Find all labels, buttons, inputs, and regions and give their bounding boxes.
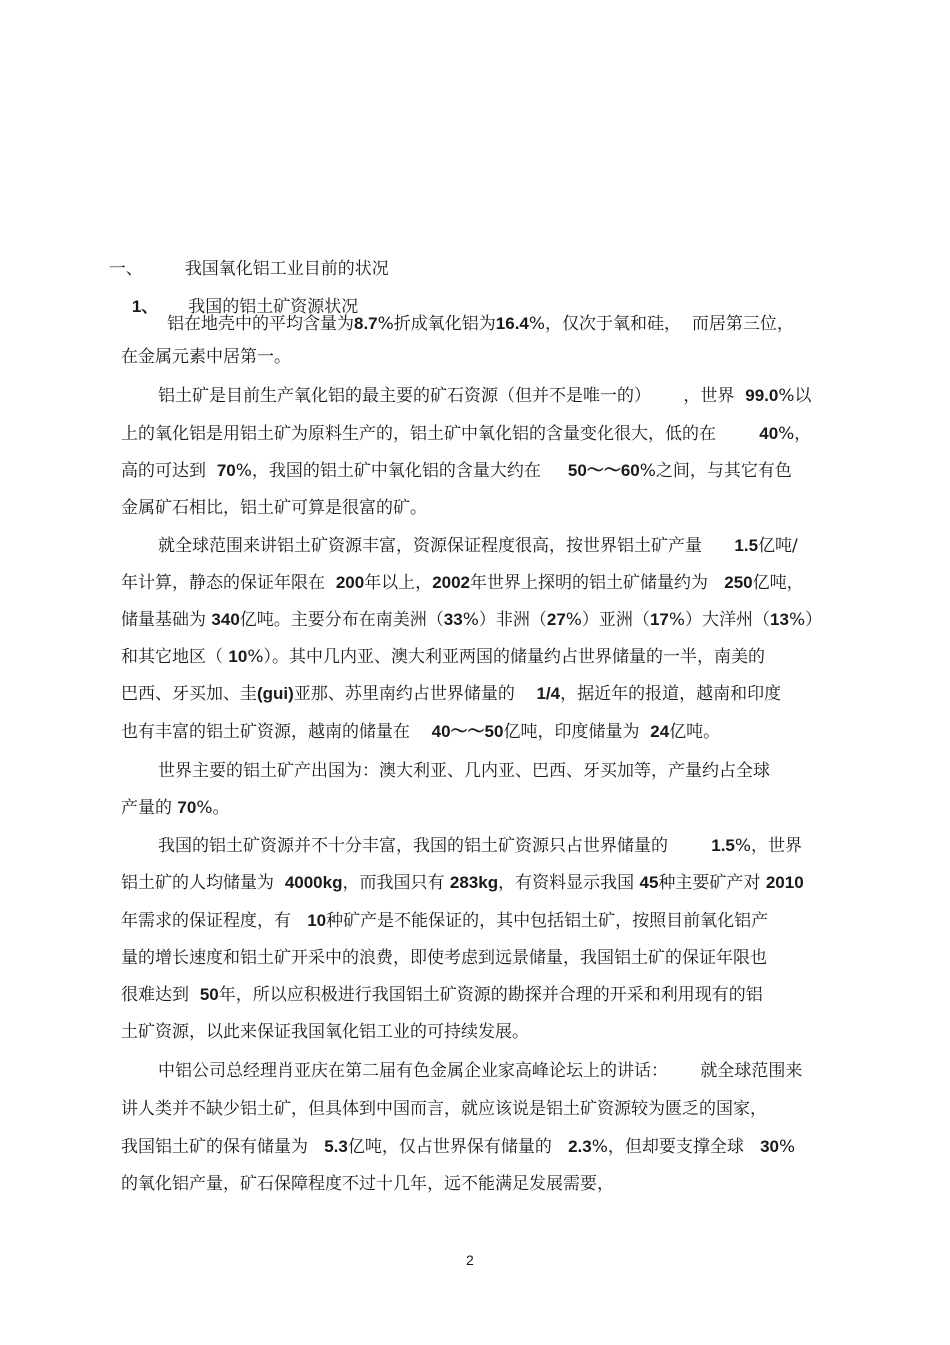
text-line	[121, 1136, 795, 1158]
number-text: 1.5	[711, 836, 735, 855]
number-text: 5.3	[324, 1137, 348, 1156]
page-number: 2	[466, 1252, 474, 1268]
number-text: 70	[177, 798, 197, 817]
text-line	[121, 460, 792, 482]
body-text: %，世界	[734, 836, 803, 856]
body-text: %	[779, 1137, 796, 1157]
body-text: 亿吨，仅占世界保有储量的	[347, 1137, 569, 1157]
body-text: %）大洋州（	[668, 610, 771, 630]
number-text: 24	[650, 722, 670, 741]
body-text: 产量的	[121, 798, 178, 818]
text-line	[121, 646, 765, 668]
body-text: 在金属元素中居第一。	[121, 347, 291, 367]
text-line	[158, 760, 770, 782]
number-text: 1/4	[536, 684, 561, 703]
text-line	[158, 835, 802, 857]
body-text: %，	[778, 424, 812, 444]
number-text: 27	[546, 610, 566, 629]
text-line	[158, 1060, 802, 1082]
body-text: 铝土矿是目前生产氧化铝的最主要的矿石资源（但并不是唯一的） ，世界	[158, 386, 746, 406]
body-text: 也有丰富的铝土矿资源，越南的储量在	[121, 722, 432, 742]
body-text: %）	[788, 610, 823, 630]
body-text: 年需求的保证程度，有	[121, 911, 308, 931]
number-text: 283kg	[449, 873, 499, 892]
body-text: %，但却要支撑全球	[591, 1137, 761, 1157]
body-text: %，仅次于氧和硅， 而居第三位，	[528, 314, 794, 334]
body-text: ，而我国只有	[342, 873, 450, 893]
number-text: 50～～60	[567, 461, 640, 480]
text-line	[121, 683, 781, 705]
number-text: 4000kg	[284, 873, 343, 892]
text-line	[158, 535, 798, 557]
text-line	[121, 1021, 529, 1043]
body-text: 种主要矿产对	[658, 873, 766, 893]
body-text: 土矿资源，以此来保证我国氧化铝工业的可持续发展。	[121, 1022, 529, 1042]
text-line	[121, 721, 720, 743]
number-text: 10	[307, 911, 327, 930]
heading-2	[121, 274, 358, 318]
body-text: 高的可达到	[121, 461, 217, 481]
number-text: (gui)	[257, 684, 294, 703]
text-line	[121, 984, 763, 1006]
body-text: 讲人类并不缺少铝土矿，但具体到中国而言，就应该说是铝土矿资源较为匮乏的国家，	[121, 1099, 767, 1119]
body-text: 年，所以应积极进行我国铝土矿资源的勘探并合理的开采和利用现有的铝	[218, 985, 763, 1005]
number-text: 40～～50	[431, 722, 504, 741]
number-text: 10	[228, 647, 248, 666]
body-text: %折成氧化铝为	[377, 314, 496, 334]
number-text: 340	[211, 610, 240, 629]
body-text: 我国的铝土矿资源并不十分丰富，我国的铝土矿资源只占世界储量的	[158, 836, 712, 856]
text-line	[121, 797, 229, 819]
body-text: 年计算，静态的保证年限在	[121, 573, 336, 593]
body-text: %）亚洲（	[565, 610, 650, 630]
text-line	[121, 346, 291, 368]
body-text: 和其它地区（	[121, 647, 229, 667]
text-line	[121, 497, 427, 519]
body-text: 亚那、苏里南约占世界储量的	[293, 684, 537, 704]
body-text: 种矿产是不能保证的，其中包括铝土矿，按照目前氧化铝产	[326, 911, 769, 931]
text-line	[167, 313, 794, 335]
number-text: 17	[649, 610, 669, 629]
body-text: 储量基础为	[121, 610, 212, 630]
number-text: 33	[443, 610, 463, 629]
number-text: 45	[639, 873, 659, 892]
heading-1-marker: 一、	[108, 259, 143, 279]
body-text: 世界主要的铝土矿产出国为：澳大利亚、几内亚、巴西、牙买加等，产量约占全球	[158, 761, 770, 781]
body-text: 亿吨，印度储量为	[503, 722, 651, 742]
body-text: 就全球范围来讲铝土矿资源丰富，资源保证程度很高，按世界铝土矿产量	[158, 536, 735, 556]
number-text: 40	[759, 424, 779, 443]
body-text: 亿吨，	[752, 573, 804, 593]
text-line	[121, 423, 811, 445]
body-text: 铝土矿的人均储量为	[121, 873, 285, 893]
body-text: ，据近年的报道，越南和印度	[560, 684, 782, 704]
number-text: 70	[216, 461, 236, 480]
body-text: %）。其中几内亚、澳大利亚两国的储量约占世界储量的一半，南美的	[247, 647, 765, 667]
heading-2-marker: 1、	[131, 297, 159, 316]
heading-1-text: 我国氧化铝工业目前的状况	[184, 259, 389, 279]
body-text: %以	[778, 386, 812, 406]
body-text: 亿吨。	[669, 722, 721, 742]
body-text: 上的氧化铝是用铝土矿为原料生产的，铝土矿中氧化铝的含量变化很大，低的在	[121, 424, 760, 444]
number-text: 2010	[765, 873, 804, 892]
body-text: 铝在地壳中的平均含量为	[167, 314, 354, 334]
body-text: 的氧化铝产量，矿石保障程度不过十几年，远不能满足发展需要，	[121, 1174, 614, 1194]
heading-2-text: 我国的铝土矿资源状况	[188, 297, 359, 317]
body-text: 巴西、牙买加、圭	[121, 684, 257, 704]
body-text: 年世界上探明的铝土矿储量约为	[470, 573, 725, 593]
body-text: 亿吨/	[758, 536, 798, 556]
number-text: 250	[724, 573, 753, 592]
text-line	[121, 947, 767, 969]
body-text: 金属矿石相比，铝土矿可算是很富的矿。	[121, 498, 427, 518]
body-text: %。	[196, 798, 230, 818]
body-text: %之间，与其它有色	[639, 461, 792, 481]
text-line	[121, 609, 822, 631]
number-text: 16.4	[495, 314, 529, 333]
number-text: 2.3	[568, 1137, 592, 1156]
body-text: 我国铝土矿的保有储量为	[121, 1137, 325, 1157]
text-line	[121, 1173, 614, 1195]
text-line	[121, 572, 804, 594]
number-text: 13	[770, 610, 789, 629]
body-text: %，我国的铝土矿中氧化铝的含量大约在	[235, 461, 568, 481]
body-text: %）非洲（	[462, 610, 547, 630]
number-text: 30	[760, 1137, 780, 1156]
text-line	[158, 385, 811, 407]
body-text: ，有资料显示我国	[498, 873, 640, 893]
number-text: 2002	[432, 573, 471, 592]
number-text: 50	[199, 985, 219, 1004]
text-line	[121, 1098, 767, 1120]
number-text: 99.0	[745, 386, 779, 405]
number-text: 8.7	[354, 314, 378, 333]
body-text: 很难达到	[121, 985, 200, 1005]
text-line	[121, 910, 768, 932]
body-text: 年以上，	[364, 573, 433, 593]
body-text: 量的增长速度和铝土矿开采中的浪费，即使考虑到远景储量，我国铝土矿的保证年限也	[121, 948, 767, 968]
body-text: 亿吨。主要分布在南美洲（	[239, 610, 444, 630]
number-text: 200	[335, 573, 365, 592]
number-text: 1.5	[734, 536, 759, 555]
body-text: 中铝公司总经理肖亚庆在第二届有色金属企业家高峰论坛上的讲话： 就全球范围来	[158, 1061, 803, 1081]
text-line	[121, 872, 804, 894]
